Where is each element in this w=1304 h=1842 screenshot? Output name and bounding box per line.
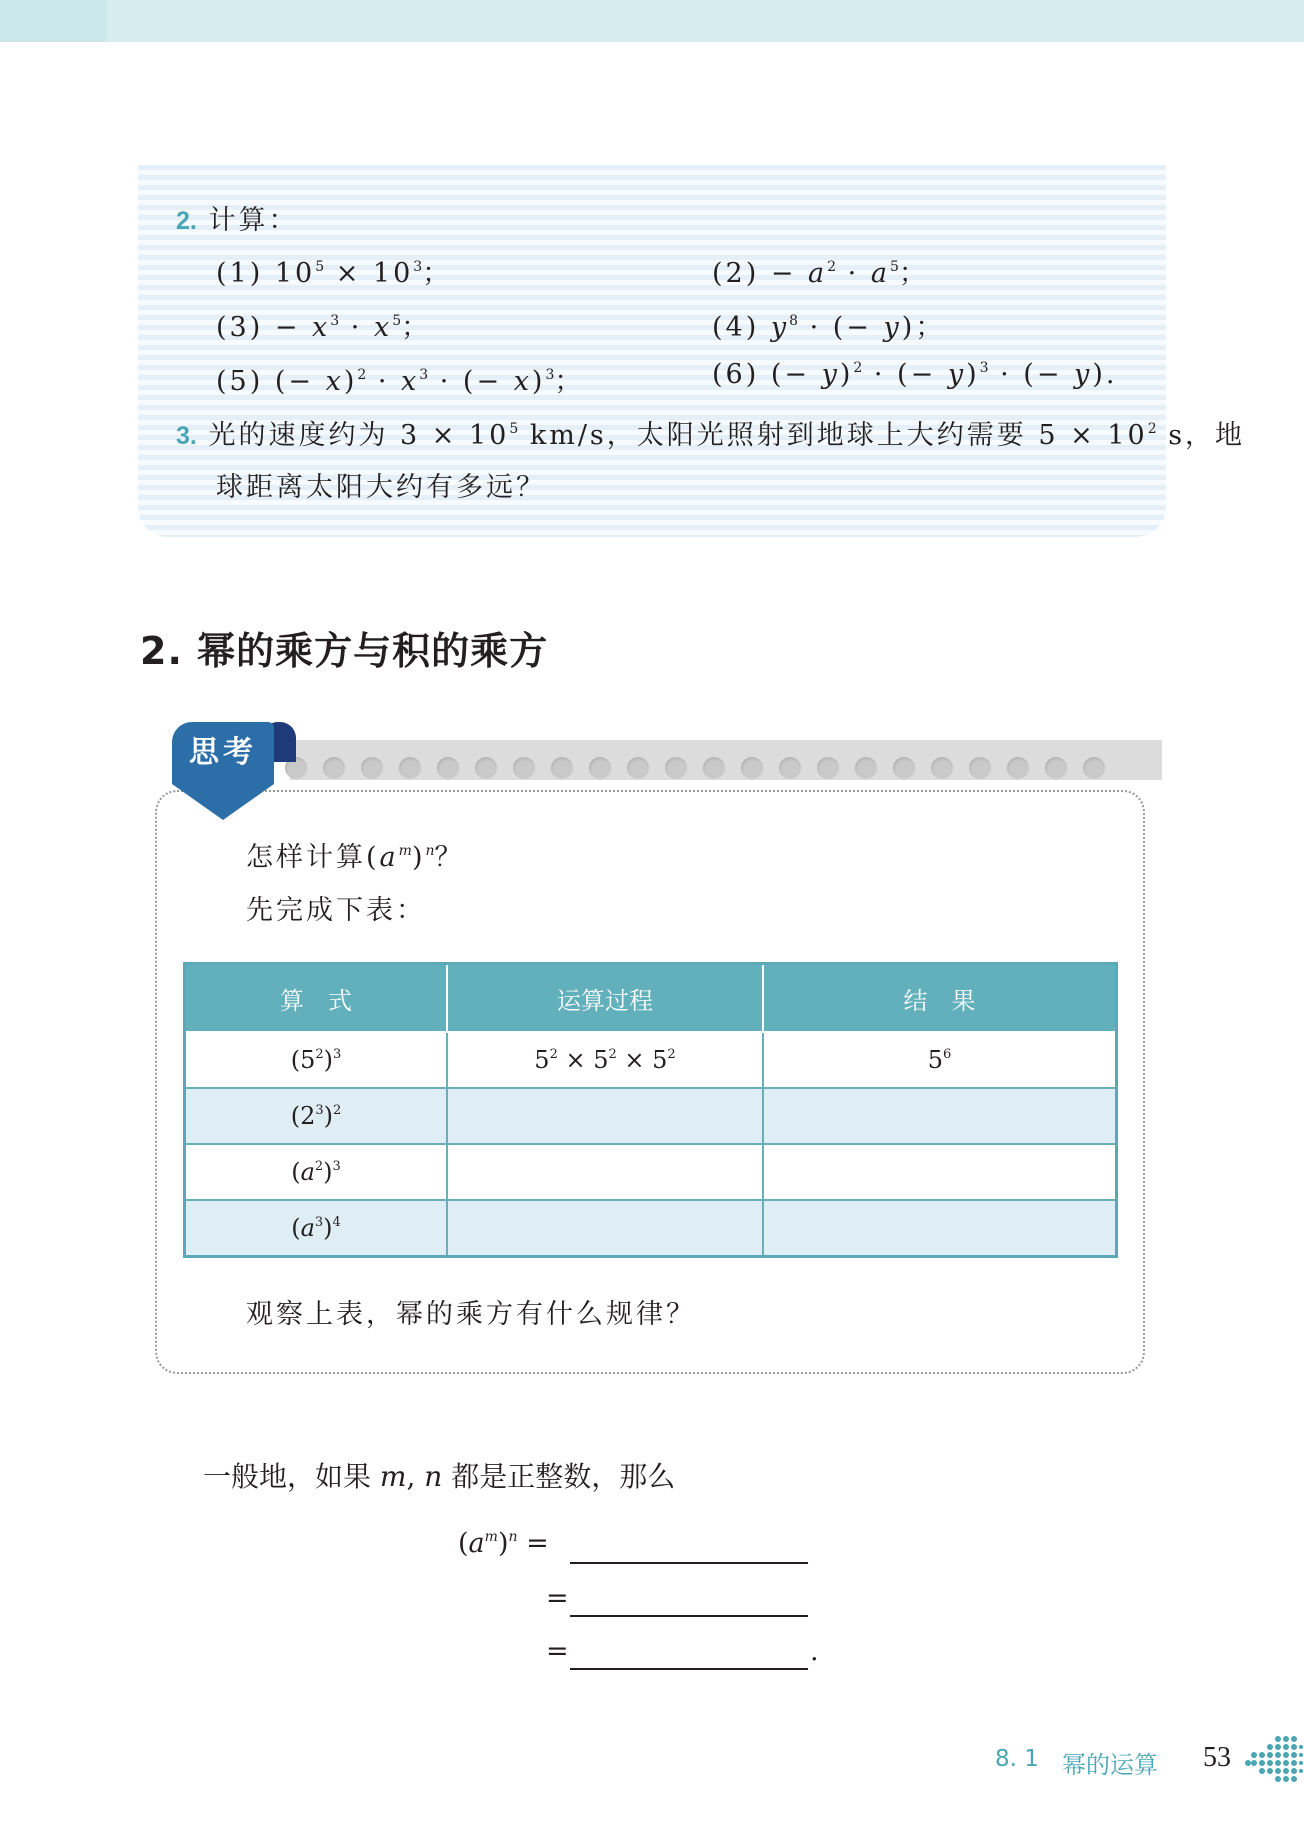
exercise-item-1: (1) $10^5 \times 10^3$；	[216, 258, 453, 289]
page-dots-decoration	[1245, 1735, 1303, 1787]
table-cell-result	[763, 1144, 1117, 1200]
table-header-row	[185, 964, 1117, 1033]
page-number: 53	[1203, 1742, 1231, 1773]
table-row	[185, 1144, 1117, 1200]
exercise-item-3: $(3) - x^3 \cdot x^5$；	[216, 312, 432, 343]
table-cell-expression: $(2^3)^2$	[185, 1088, 448, 1144]
table-cell-expression: $(a^2)^3$	[185, 1144, 448, 1200]
table-header-result: 结 果	[763, 964, 1117, 1033]
answer-blank-1[interactable]	[570, 1562, 808, 1564]
law-eq-3: =	[546, 1636, 569, 1667]
power-table	[183, 962, 1118, 1258]
footer-section-number: 8. 1	[995, 1746, 1039, 1772]
law-eq-2: =	[546, 1583, 569, 1614]
top-band-notch	[0, 0, 107, 42]
think-observe: 观察上表，幂的乘方有什么规律？	[246, 1299, 696, 1330]
answer-blank-2[interactable]	[570, 1615, 808, 1617]
footer-section-name: 幂的运算	[1062, 1751, 1158, 1779]
exercise-item-5: (5) (− $x)^2 \cdot x^3$ · (− x)$^3$；	[216, 366, 585, 397]
exercise-q3-line1: 3. 光的速度约为 $3 \times 10^5$ km/s，太阳光照射到地球上大约需要 $5 \times 10^2$ s，地	[176, 420, 1246, 451]
think-instruction: 先完成下表：	[246, 895, 426, 926]
table-header-expression: 算 式	[185, 964, 448, 1033]
answer-blank-3[interactable]	[570, 1668, 808, 1670]
exercise-item-2: $(2) - a^2 \cdot a^5$；	[712, 258, 929, 289]
table-cell-process	[447, 1144, 763, 1200]
exercise-item-4: (4) $y^8$ · (− y)；	[712, 312, 946, 343]
table-row	[185, 1088, 1117, 1144]
law-intro: 一般地，如果 m, n 都是正整数，那么	[203, 1460, 676, 1493]
exercise-q3-line2: 球距离太阳大约有多远？	[216, 472, 546, 503]
exercise-q2-label: 计算：	[208, 205, 299, 236]
table-cell-expression: $(a^3)^4$	[185, 1200, 448, 1257]
table-row	[185, 1032, 1117, 1088]
section-title: 2. 幂的乘方与积的乘方	[140, 629, 549, 673]
table-cell-result	[763, 1200, 1117, 1257]
table-cell-result: $5^6$	[763, 1032, 1117, 1088]
table-cell-result	[763, 1088, 1117, 1144]
think-question: 怎样计算$(a^m)^n$？	[246, 842, 465, 873]
table-cell-process: $5^2 \times 5^2 \times 5^2$	[447, 1032, 763, 1088]
table-header-process: 运算过程	[447, 964, 763, 1033]
law-end-mark: .	[810, 1636, 819, 1667]
exercise-q3-number: 3.	[176, 422, 197, 450]
exercise-q2-number: 2.	[176, 207, 197, 235]
think-badge: 思考	[172, 722, 274, 784]
law-lhs: $(a^m)^n$ =	[458, 1528, 549, 1559]
table-cell-process	[447, 1088, 763, 1144]
top-color-band	[0, 0, 1304, 42]
exercise-q2-title	[176, 198, 298, 237]
table-cell-expression: $(5^2)^3$	[185, 1032, 448, 1088]
think-badge-tail	[172, 784, 274, 820]
binder-dots	[285, 757, 1105, 779]
table-cell-process	[447, 1200, 763, 1257]
exercise-item-6: (6) (− y)$^2$ · (− y)$^3$ · (− y).	[712, 359, 1118, 390]
table-row	[185, 1200, 1117, 1257]
